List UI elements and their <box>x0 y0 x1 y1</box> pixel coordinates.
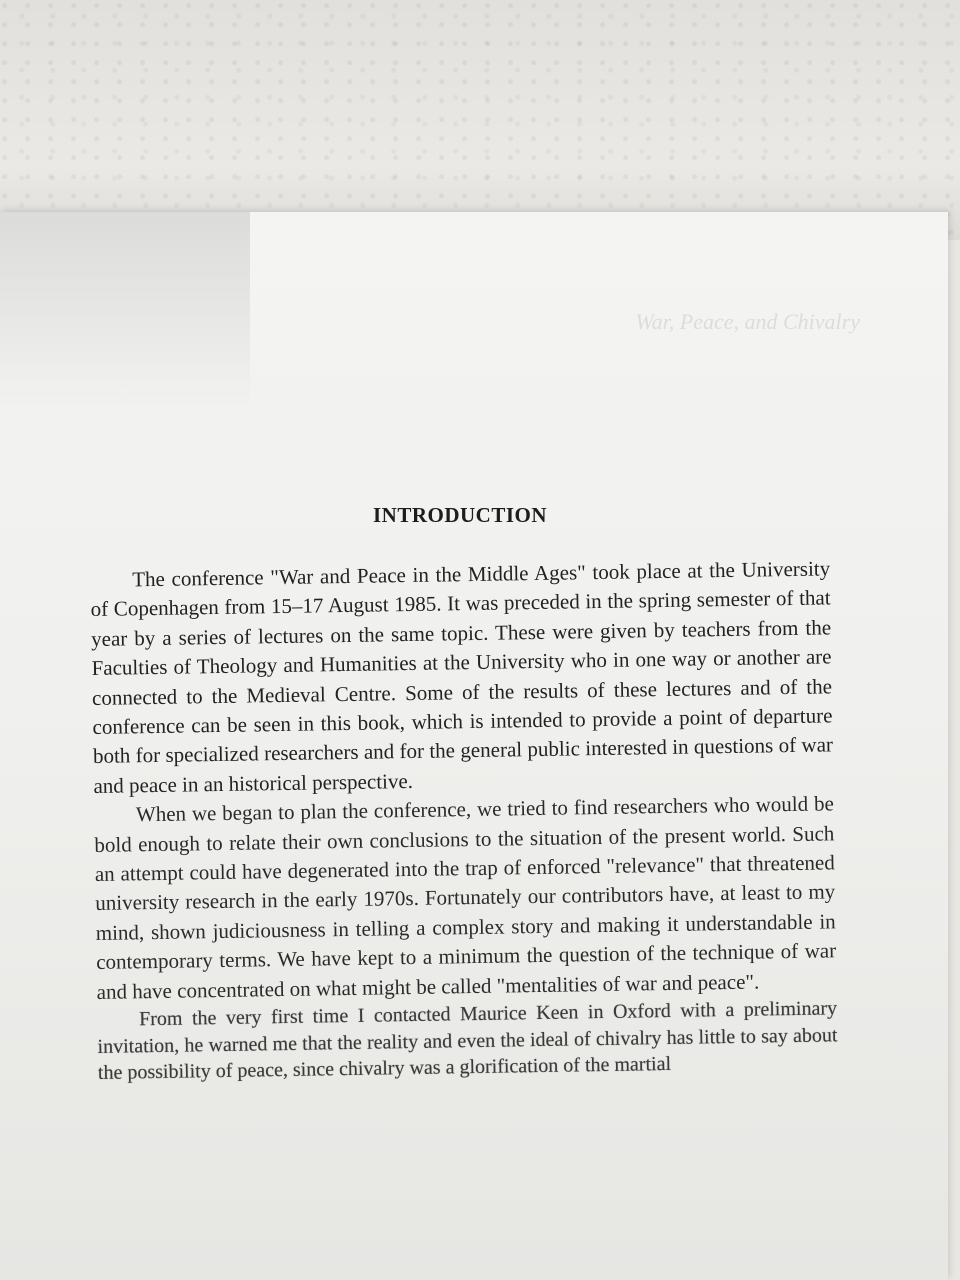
wall-background <box>0 0 960 240</box>
paragraph-2: When we began to plan the conference, we tried to find researchers who would be bold enough to relate their own conclusions to the situation of the present world. Such an attempt could have degenerated into the trap of enforced "relevance" that threatened university research in the early 1970s. Fortunately our contributors have, at least to my mind, shown judiciousness in telling a complex story and making it understandable in contemporary terms. We have kept to a minimum the question of the technique of war and have concentrated on what might be called "mentalities of war and peace". <box>94 791 837 1004</box>
paragraph-3: From the very first time I contacted Maurice Keen in Oxford with a preliminary invitation, he warned me that the reality and even the ideal of chivalry has little to say about the possibility of peace, since chivalry was a glorification of the martial <box>97 997 838 1084</box>
bottom-fade <box>0 1262 948 1280</box>
page-title: INTRODUCTION <box>372 503 548 527</box>
show-through-header: War, Peace, and Chivalry <box>635 309 860 334</box>
body-text <box>90 554 838 1086</box>
paragraph-1: The conference "War and Peace in the Middle Ages" took place at the University of Copenhagen from 15–17 August 1985. It was preceded in the spring semester of that year by a series of lectures on the same topic. These were given by teachers from the Faculties of Theology and Humanities at the University who in one way or another are connected to the Medieval Centre. Some of the results of these lectures and of the conference can be seen in this book, which is intended to provide a point of departure both for specialized researchers and for the general public interested in questions of war and peace in an historical perspective. <box>90 556 834 798</box>
